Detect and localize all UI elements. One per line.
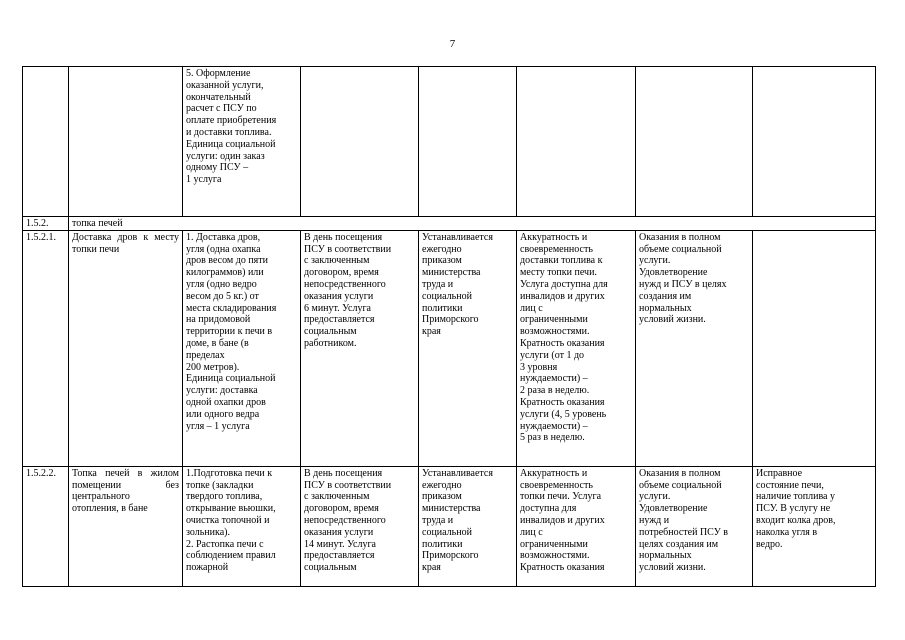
cell-text-line: топки печи. Услуга: [520, 491, 602, 503]
cell-text-line: объеме социальной: [639, 479, 722, 491]
cell-num: 1.5.2.1.: [23, 230, 69, 466]
table-row: [23, 217, 876, 231]
cell-text-line: зольника).: [186, 526, 230, 538]
cell-text-line: работником.: [304, 337, 357, 349]
cell-text-line: соблюдением правил: [186, 550, 276, 562]
table-row: [23, 67, 876, 217]
cell-text-line: министерства: [422, 503, 481, 515]
cell-text-line: нуждаемости) –: [520, 373, 588, 385]
cell-text-line: 3 уровня: [520, 361, 558, 373]
cell-text-line: Кратность оказания: [520, 562, 605, 574]
cell-text-line: доставки топлива к: [520, 255, 603, 267]
cell-text-line: одному ПСУ –: [186, 162, 249, 174]
cell-text-line: 5. Оформление: [186, 68, 251, 79]
cell-text-line: Кратность оказания: [520, 337, 605, 349]
cell-name: Топка печей в жилом помещении без центрального отопления, в бане: [69, 466, 183, 586]
cell-text-line: 1. Доставка дров,: [186, 231, 261, 243]
cell-text-line: ведро.: [756, 538, 783, 550]
cell-text-line: ограниченными: [520, 538, 588, 550]
cell-timing: [301, 230, 419, 466]
cell-text-line: Аккуратность и: [520, 467, 588, 479]
cell-text-line: 2. Растопка печи с: [186, 538, 264, 550]
cell-text-line: возможностями.: [520, 550, 590, 562]
cell-text-line: угля (одно ведро: [186, 278, 257, 290]
cell-text-line: нужд и: [639, 514, 670, 526]
cell-text-line: социальным: [304, 326, 357, 338]
cell-text-line: целях создания им: [639, 538, 719, 550]
cell-text-line: оказания услуги: [304, 290, 374, 302]
cell-text-line: доступна для: [520, 503, 577, 515]
cell-text-line: услуги: один заказ: [186, 150, 265, 162]
cell-text-line: очистка топочной и: [186, 514, 270, 526]
cell-text-line: или одного ведра: [186, 408, 260, 420]
cell-text-line: Кратность оказания: [520, 396, 605, 408]
cell-text-line: услуги.: [639, 491, 671, 503]
cell-text-line: Устанавливается: [422, 467, 493, 479]
cell-text-line: и доставки топлива.: [186, 126, 272, 138]
table-row: [23, 466, 876, 586]
cell-evaluation: [636, 230, 753, 466]
cell-description: [183, 67, 301, 217]
cell-text-line: нормальных: [639, 550, 692, 562]
cell-text-line: создания им: [639, 290, 692, 302]
cell-text-line: 1 услуга: [186, 174, 222, 186]
cell-text-line: угля – 1 услуга: [186, 420, 250, 432]
cell-cost: [419, 230, 517, 466]
cell-cost: [419, 67, 517, 217]
cell-text-line: предоставляется: [304, 550, 375, 562]
cell-timing: [301, 466, 419, 586]
cell-text-line: Оказания в полном: [639, 231, 721, 243]
cell-text-line: непосредственного: [304, 514, 386, 526]
cell-text-line: инвалидов и других: [520, 290, 605, 302]
cell-text-line: приказом: [422, 255, 462, 267]
cell-text-line: 2 раза в неделю.: [520, 385, 590, 397]
cell-text-line: территории к печи в: [186, 326, 273, 338]
cell-text-line: 5 раз в неделю.: [520, 432, 585, 444]
cell-text-line: ограниченными: [520, 314, 588, 326]
cell-evaluation: [636, 67, 753, 217]
cell-text-line: расчет с ПСУ по: [186, 103, 257, 115]
cell-text-line: услуги: доставка: [186, 385, 258, 397]
cell-text-line: лиц с: [520, 526, 543, 538]
table-row: [23, 230, 876, 466]
cell-text-line: входит колка дров,: [756, 514, 836, 526]
cell-text-line: приказом: [422, 491, 462, 503]
cell-text-line: ПСУ. В услугу не: [756, 503, 831, 515]
cell-text-line: пожарной: [186, 562, 229, 574]
cell-num: [23, 67, 69, 217]
cell-text-line: места складирования: [186, 302, 277, 314]
cell-text-line: дров весом до пяти: [186, 255, 268, 267]
cell-text-line: объеме социальной: [639, 243, 722, 255]
cell-text-line: 14 минут. Услуга: [304, 538, 376, 550]
cell-timing: [301, 67, 419, 217]
cell-text-line: 200 метров).: [186, 361, 240, 373]
cell-quality: [517, 67, 636, 217]
cell-description: [183, 466, 301, 586]
cell-text-line: ПСУ в соответствии: [304, 479, 392, 491]
cell-text-line: с заключенным: [304, 255, 370, 267]
cell-evaluation: [636, 466, 753, 586]
cell-text-line: условий жизни.: [639, 314, 706, 326]
cell-text-line: оказания услуги: [304, 526, 374, 538]
cell-text-line: нужд и ПСУ в целях: [639, 278, 727, 290]
cell-text-line: ПСУ в соответствии: [304, 243, 392, 255]
cell-text-line: социальной: [422, 526, 472, 538]
cell-text-line: весом до 5 кг.) от: [186, 290, 259, 302]
cell-text-line: договором, время: [304, 267, 379, 279]
cell-text-line: министерства: [422, 267, 481, 279]
cell-text-line: Исправное: [756, 467, 803, 479]
cell-text-line: Оказания в полном: [639, 467, 721, 479]
cell-text-line: непосредственного: [304, 278, 386, 290]
cell-text-line: инвалидов и других: [520, 514, 605, 526]
cell-cost: [419, 466, 517, 586]
cell-text-line: труда и: [422, 514, 454, 526]
cell-conditions: [753, 67, 876, 217]
cell-text-line: услуги (от 1 до: [520, 349, 585, 361]
cell-text-line: топке (закладки: [186, 479, 254, 491]
cell-description: [183, 230, 301, 466]
cell-text-line: Единица социальной: [186, 138, 276, 150]
cell-text-line: услуги.: [639, 255, 671, 267]
cell-text-line: условий жизни.: [639, 562, 706, 574]
cell-text-line: оплате приобретения: [186, 115, 277, 127]
cell-text-line: В день посещения: [304, 467, 383, 479]
cell-quality: [517, 466, 636, 586]
cell-name: Доставка дров к месту топки печи: [69, 230, 183, 466]
cell-text-line: Приморского: [422, 314, 479, 326]
cell-text-line: доме, в бане (в: [186, 337, 249, 349]
cell-text-line: политики: [422, 538, 463, 550]
cell-text-line: твердого топлива,: [186, 491, 263, 503]
cell-text-line: месту топки печи.: [520, 267, 597, 279]
cell-text-line: Удовлетворение: [639, 503, 708, 515]
cell-text-line: наличие топлива у: [756, 491, 835, 503]
cell-text-line: предоставляется: [304, 314, 375, 326]
services-table: [22, 66, 876, 587]
cell-text-line: услуги (4, 5 уровень: [520, 408, 607, 420]
cell-text-line: ежегодно: [422, 479, 462, 491]
cell-text-line: края: [422, 326, 441, 338]
cell-text-line: одной охапки дров: [186, 396, 266, 408]
cell-text-line: ежегодно: [422, 243, 462, 255]
cell-text-line: В день посещения: [304, 231, 383, 243]
cell-text-line: Приморского: [422, 550, 479, 562]
cell-text-line: Единица социальной: [186, 373, 276, 385]
cell-text-line: 6 минут. Услуга: [304, 302, 371, 314]
cell-text-line: края: [422, 562, 441, 574]
cell-text-line: наколка угля в: [756, 526, 818, 538]
cell-text-line: пределах: [186, 349, 225, 361]
cell-text-line: нуждаемости) –: [520, 420, 588, 432]
cell-text-line: Удовлетворение: [639, 267, 708, 279]
cell-num: 1.5.2.2.: [23, 466, 69, 586]
cell-text-line: открывание вьюшки,: [186, 503, 276, 515]
cell-text-line: своевременность: [520, 479, 593, 491]
section-title: топка печей: [69, 217, 876, 231]
cell-text-line: договором, время: [304, 503, 379, 515]
cell-conditions: [753, 230, 876, 466]
cell-name: [69, 67, 183, 217]
cell-text-line: социальной: [422, 290, 472, 302]
cell-text-line: с заключенным: [304, 491, 370, 503]
cell-text-line: возможностями.: [520, 326, 590, 338]
cell-text-line: Аккуратность и: [520, 231, 588, 243]
cell-text-line: политики: [422, 302, 463, 314]
cell-text-line: Услуга доступна для: [520, 278, 608, 290]
cell-text-line: нормальных: [639, 302, 692, 314]
cell-text-line: килограммов) или: [186, 267, 264, 279]
cell-text-line: Устанавливается: [422, 231, 493, 243]
page-number: 7: [449, 38, 456, 50]
cell-num: 1.5.2.: [23, 217, 69, 231]
cell-text-line: окончательный: [186, 91, 251, 103]
cell-conditions: [753, 466, 876, 586]
cell-text-line: потребностей ПСУ в: [639, 526, 728, 538]
cell-text-line: состояние печи,: [756, 479, 824, 491]
cell-text-line: на придомовой: [186, 314, 251, 326]
cell-text-line: оказанной услуги,: [186, 79, 264, 91]
cell-text-line: 1.Подготовка печи к: [186, 467, 273, 479]
cell-text-line: труда и: [422, 278, 454, 290]
cell-text-line: угля (одна охапка: [186, 243, 261, 255]
cell-text-line: лиц с: [520, 302, 543, 314]
cell-text-line: своевременность: [520, 243, 593, 255]
cell-quality: [517, 230, 636, 466]
cell-text-line: социальным: [304, 562, 357, 574]
